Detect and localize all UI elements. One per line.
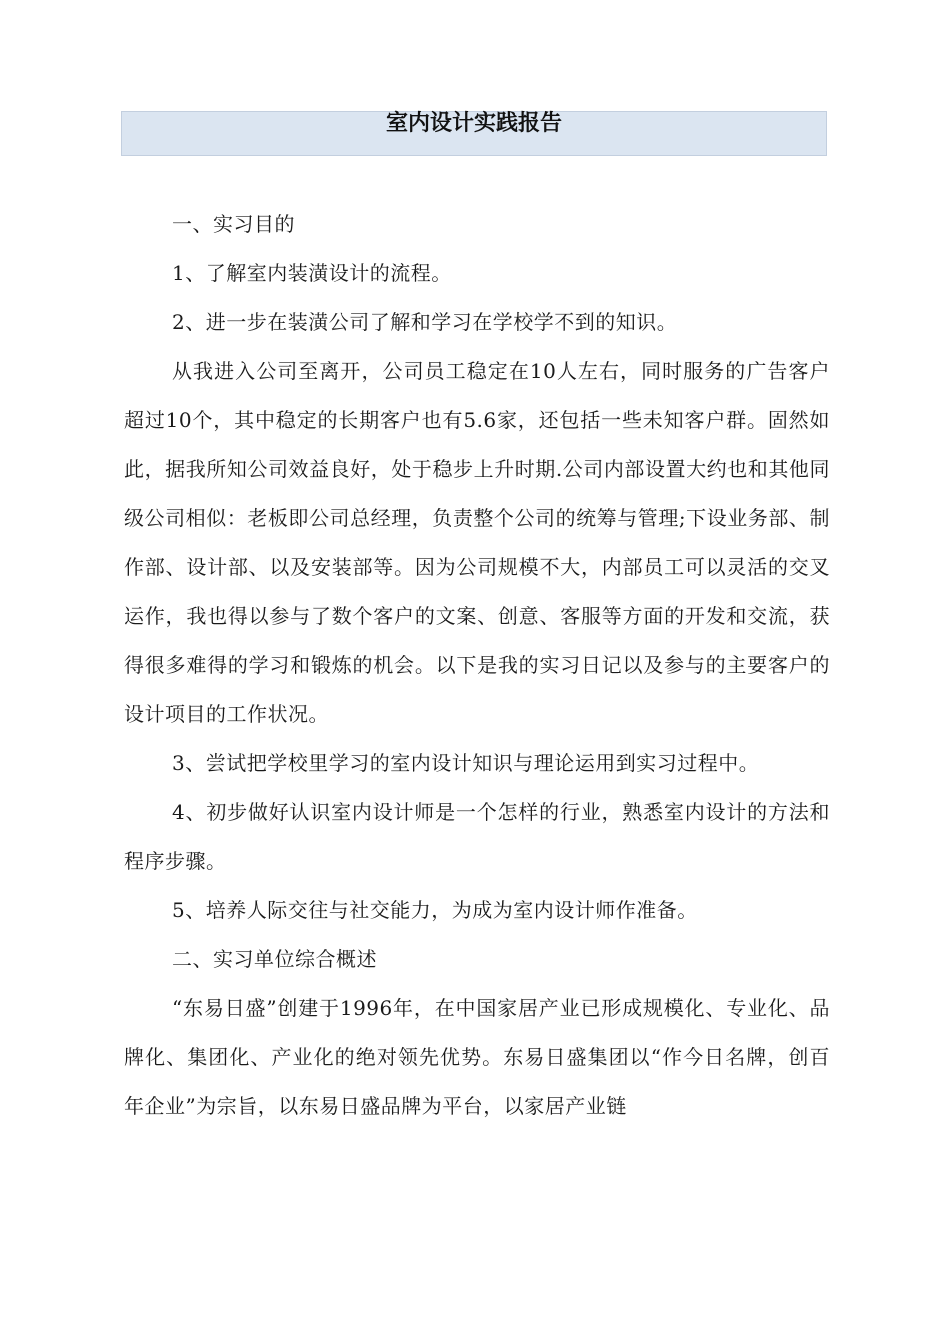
section-heading-overview: 二、实习单位综合概述 bbox=[172, 947, 377, 971]
document-title: 室内设计实践报告 bbox=[385, 111, 562, 136]
list-item-4: 4、初步做好认识室内设计师是一个怎样的行业，熟悉室内设计的方法和程序步骤。 bbox=[124, 800, 830, 873]
list-item-5: 5、培养人际交往与社交能力，为成为室内设计师作准备。 bbox=[172, 898, 698, 922]
list-item-3: 3、尝试把学校里学习的室内设计知识与理论运用到实习过程中。 bbox=[172, 751, 760, 775]
section-heading-purpose: 一、实习目的 bbox=[172, 212, 295, 236]
document-body bbox=[124, 200, 830, 1131]
list-item-2: 2、进一步在装潢公司了解和学习在学校学不到的知识。 bbox=[172, 310, 678, 334]
list-item-1: 1、了解室内装潢设计的流程。 bbox=[172, 261, 452, 285]
company-description-paragraph: 从我进入公司至离开，公司员工稳定在10人左右，同时服务的广告客户超过10个，其中稳定的长期客户也有5.6家，还包括一些未知客户群。固然如此，据我所知公司效益良好，处于稳步上升时期.公司内部设置大约也和其他同级公司相似：老板即公司总经理，负责整个公司的统筹与管理;下设业务部、制作部、设计部、以及安装部等。因为公司规模不大，内部员工可以灵活的交叉运作，我也得以参与了数个客户的文案、创意、客服等方面的开发和交流，获得很多难得的学习和锻炼的机会。以下是我的实习日记以及参与的主要客户的设计项目的工作状况。 bbox=[124, 359, 830, 726]
overview-paragraph: “东易日盛”创建于1996年，在中国家居产业已形成规模化、专业化、品牌化、集团化、产业化的绝对领先优势。东易日盛集团以“作今日名牌，创百年企业”为宗旨，以东易日盛品牌为平台，以家居产业链 bbox=[124, 996, 830, 1118]
